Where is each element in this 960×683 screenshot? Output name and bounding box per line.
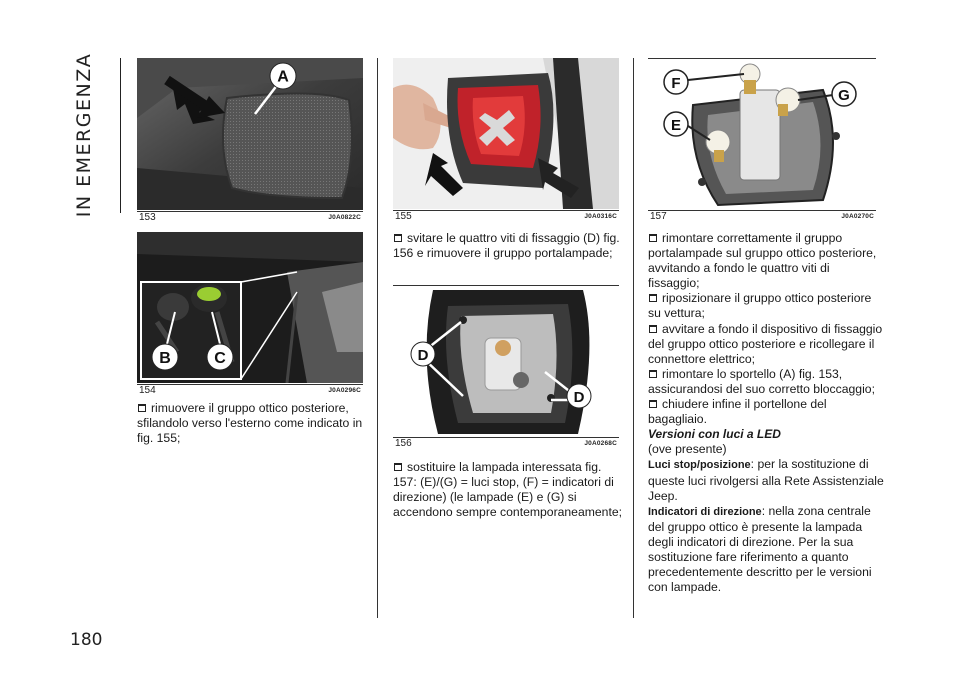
- column-3-text: [648, 231, 884, 595]
- callout-label: A: [277, 68, 289, 86]
- figure-number: 156: [395, 438, 412, 449]
- trunk-panel-illustration: [137, 58, 363, 210]
- figure-number: 155: [395, 211, 412, 222]
- figure-code: J0A0270C: [841, 213, 874, 220]
- checkbox-bullet-icon: [649, 234, 657, 242]
- checkbox-bullet-icon: [138, 404, 146, 412]
- figure-154-image: [137, 232, 363, 383]
- column-1-text: [137, 401, 365, 446]
- callout-label: C: [214, 350, 226, 367]
- instruction-step: avvitare a fondo il dispositivo di fissaggio del gruppo ottico posteriore e ricollegare il connettore elettrico;: [648, 321, 883, 366]
- lamp-bulbs-illustration: [648, 60, 876, 209]
- section-divider: [120, 58, 121, 213]
- figure-157-image: [648, 60, 876, 209]
- column-2-text-a: [393, 231, 623, 261]
- rear-light-removal-illustration: [393, 58, 619, 209]
- figure-156: [393, 285, 619, 450]
- section-title: IN EMERGENZA: [73, 52, 96, 218]
- figure-155: [393, 58, 619, 222]
- instruction-step: rimontare correttamente il gruppo portalampade sul gruppo ottico posteriore, avvitando a fondo le quattro viti di fissaggio;: [648, 231, 877, 291]
- column-2-text-b: [393, 460, 623, 520]
- callout-label: F: [671, 75, 681, 92]
- page-number: 180: [70, 630, 103, 650]
- instruction-step: rimontare lo sportello (A) fig. 153, assicurandosi del suo corretto bloccaggio;: [648, 366, 875, 396]
- rear-light-connector-illustration: [137, 232, 363, 383]
- instruction-step: sostituire la lampada interessata fig. 157: (E)/(G) = luci stop, (F) = indicatori di direzione) (le lampade (E) e (G) si accendono sempre contemporaneamente;: [393, 460, 622, 520]
- led-stop-position-paragraph: Luci stop/posizione: per la sostituzione di queste luci rivolgersi alla Rete Assistenziale Jeep.: [648, 457, 884, 503]
- figure-number: 157: [650, 211, 667, 222]
- led-turn-signal-paragraph: Indicatori di direzione: nella zona centrale del gruppo ottico è presente la lampada degli indicatori di direzione. Per la sua sostituzione fare riferimento a quanto precedentemente descritto per le versioni con lampade.: [648, 503, 872, 595]
- figure-code: J0A0268C: [584, 440, 617, 447]
- checkbox-bullet-icon: [394, 234, 402, 242]
- callout-label: D: [573, 389, 585, 406]
- checkbox-bullet-icon: [649, 325, 657, 333]
- column-divider: [633, 58, 634, 618]
- checkbox-bullet-icon: [649, 400, 657, 408]
- figure-153: [137, 58, 363, 222]
- checkbox-bullet-icon: [649, 370, 657, 378]
- instruction-step: chiudere infine il portellone del bagagliaio.: [648, 397, 827, 427]
- lamp-holder-screws-illustration: [393, 288, 619, 436]
- figure-code: J0A0296C: [328, 387, 361, 394]
- checkbox-bullet-icon: [394, 463, 402, 471]
- instruction-step: svitare le quattro viti di fissaggio (D) fig. 156 e rimuovere il gruppo portalampade;: [393, 231, 620, 261]
- figure-number: 154: [139, 385, 156, 396]
- callout-label: B: [159, 350, 171, 367]
- column-divider: [377, 58, 378, 618]
- figure-code: J0A0316C: [584, 213, 617, 220]
- callout-label: G: [838, 87, 850, 104]
- led-section-note: (ove presente): [648, 442, 727, 457]
- instruction-step: riposizionare il gruppo ottico posteriore su vettura;: [648, 291, 872, 321]
- figure-number: 153: [139, 212, 156, 223]
- instruction-step: rimuovere il gruppo ottico posteriore, sfilandolo verso l'esterno come indicato in fig. 155;: [137, 401, 363, 446]
- callout-label: D: [417, 347, 429, 364]
- figure-155-image: [393, 58, 619, 209]
- figure-157: [648, 58, 876, 222]
- figure-154: [137, 232, 363, 396]
- figure-156-image: [393, 288, 619, 436]
- callout-label: E: [670, 117, 682, 134]
- figure-153-image: [137, 58, 363, 210]
- figure-code: J0A0822C: [328, 214, 361, 221]
- checkbox-bullet-icon: [649, 294, 657, 302]
- led-section-heading: Versioni con luci a LED: [648, 427, 781, 442]
